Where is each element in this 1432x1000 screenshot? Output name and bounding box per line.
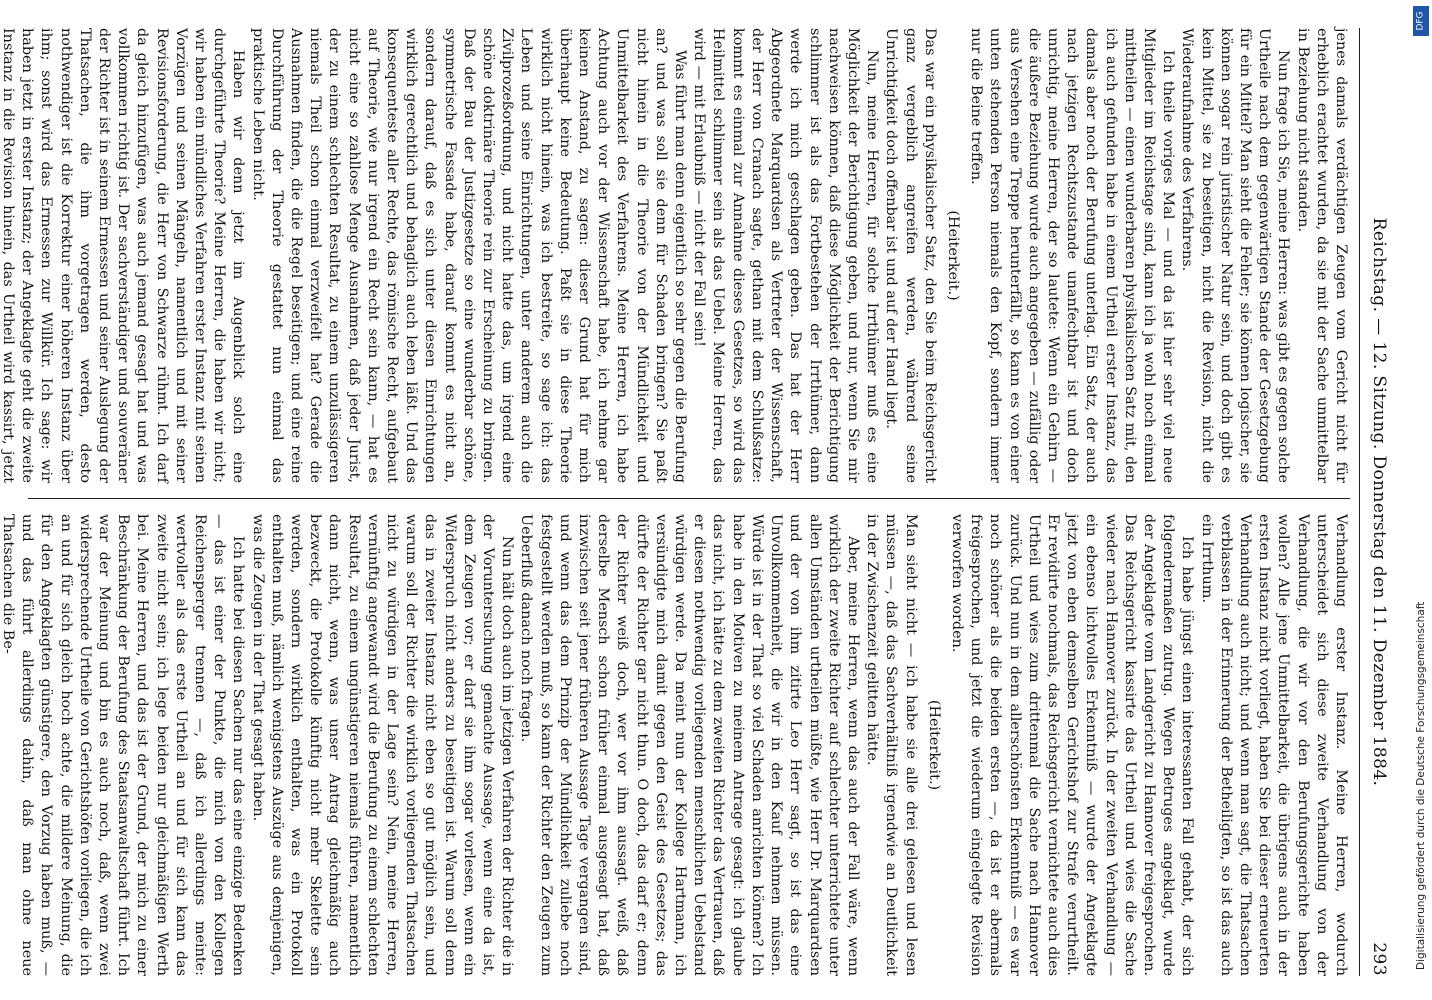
right-column (0, 514, 1350, 976)
paragraph: Verhandlung erster Instanz. Meine Herren, wodurch unterscheidet sich diese zweite Verhandlung von der Verhandlung, die wir vor den Berufungsgerichte haben wollen? Alle jene Unmittelbarkeit, die übrigens auch in der ersten Instanz nicht vorliegt, haben Sie bei dieser erneuerten Verhandlung auch nicht; und wenn man sagt, die Thatsachen verblassen in der Erinnerung der Betheiligten, so ist das auch ein Irrthum. (1198, 514, 1349, 976)
digitization-credit: Digitalisierung gefördert durch die Deutsche Forschungsgemeinschaft (1415, 601, 1427, 970)
page-header (1362, 28, 1396, 976)
dfg-logo (1413, 6, 1429, 36)
interjection: (Heiterkeit.) (925, 699, 942, 791)
paragraph: Nun frage ich Sie, meine Herren: was gibt es gegen solche Urtheile nach dem gegenwärtigen Stande der Gesetzgebung für ein Mittel? Man sieht die Fehler; sie können logischer, sie können sogar rein juristischer Natur sein, und doch gibt es kein Mittel, sie zu beseitigen, nicht die Revision, nicht die Wiederaufnahme des Verfahrens. (1179, 28, 1292, 483)
digitization-credit-strip (1410, 0, 1432, 1000)
paragraph: Ich hatte bei diesen Sachen nur das eine einzige Bedenken — das ist einer der Punkte, die mich von den Kollegen Reichensperger trennen —, daß ich allerdings meinte: wertvoller als das erste Urtheil an und für sich kann das zweite nicht sein; ich lege beiden nur gleichmäßigen Werth bei. Meine Herren, und das ist der Grund, der mich zu einer Beschränkung der Berufung des Staatsanwaltschaft führt. Ich war der Meinung und bin es auch noch, daß, wenn zwei widersprechende Urtheile von Gerichtshöfen vorliegen, die ich an und für sich gleich hoch achte, die mildere Meinung, die für den Angeklagten günstigere, den Vorzug haben muß, — und das führt allerdings dahin, daß man ohne neue Thatsachen die Be- (0, 514, 247, 976)
column-divider (28, 498, 1350, 499)
paragraph: Nun, meine Herren, für solche Irrthümer muß es eine Möglichkeit der Berichtigung geben, und nur, wenn Sie mir nachweisen können, daß diese Möglichkeit der Berichtigung schlimmer ist als das Fortbestehen der Irrthümer, dann werde ich mich geschlagen geben. Das hat der Herr Abgeordnete Marquardsen als Vertreter der Wissenschaft, der Herr von Cranach sagte, gethan mit dem Schlußsatze: kommt es einmal zur Annahme dieses Gesetzes, so wird das Heilmittel schlimmer sein als das Uebel. Meine Herren, das wird — mit Erlaubniß — nicht der Fall sein! (691, 28, 881, 483)
left-column (0, 28, 1350, 483)
paragraph: Das war ein physikalischer Satz, den Sie beim Reichsgericht ganz vergeblich angreifen werden, während seine Unrichtigkeit doch offenbar ist und auf der Hand liegt. (883, 28, 938, 483)
interjection: (Heiterkeit.) (944, 210, 961, 301)
paragraph: Nun hält doch auch im jetzigen Verfahren der Richter die in der Voruntersuchung gemachte Aussage, wenn eine da ist, dem Zeugen vor; er darf sie ihm sogar vorlesen, wenn ein Widerspruch nicht anders zu beseitigen ist. Warum soll denn das in zweiter Instanz nicht eben so gut möglich sein, und warum soll der Richter die wirklich vorliegenden Thatsachen nicht zu würdigen in der Lage sein? Nein, meine Herren, vernünftig angewandt wird die Berufung zu einem schlechten Resultat, zu einem ungünstigeren niemals führen, namentlich dann nicht, wenn, was unser Antrag gleichmäßig auch bezweckt, die Protokolle künftig nicht mehr Skelette sein werden, sondern wirklich enthalten, was ein Protokoll enthalten muß, nämlich wenigstens Auszüge aus demjenigen, was die Zeugen in der That gesagt haben. (249, 514, 516, 976)
paragraph: Was führt man denn eigentlich so sehr gegen die Berufung an? und was soll sie denn für Schaden bringen? Sie paßt nicht hinein in die Theorie von der Mündlichkeit und Unmittelbarkeit des Verfahrens. Meine Herren, ich habe Achtung auch vor der Wissenschaft habe, ich nehme gar keinen Anstand, zu sagen: dieser Grund hat für mich überhaupt keine Bedeutung. Paßt sie in diese Theorie wirklich nicht hinein, was ich bestreite, so sage ich: das Leben und seine Einrichtungen, unter anderem auch die Zivilprozeßordnung, und nicht hatte das, um irgend eine schöne doktrinäre Theorie rein zur Erscheinung zu bringen. Daß der Bau der Justizgesetze so eine wunderbar schöne, symmetrische Fassade habe, darauf kommt es nicht an, sondern darauf, daß es sich unter diesen Einrichtungen wirklich gerechtlich und behaglich auch leben läßt. Und das konsequenteste aller Rechte, das römische Recht, aufgebaut auf Theorie, wie nur irgend ein Recht sein kann, — hat es nicht eine so zahllose Menge Ausnahmen, daß jeder Jurist, der zu einem schlechten Resultat, zu einem unzulässigeren niemals Theil schon einmal verzweifelt hat? Gerade die Ausnahmen finden, die die Regel beseitigen; und eine reine Durchführung der Theorie gestattet nun einmal das praktische Leben nicht. (249, 28, 689, 483)
page-number: 293 (1369, 942, 1389, 976)
paragraph: Aber, meine Herren, wenn das auch der Fall wäre, wenn wirklich der zweite Richter auf schlechter unterrichtete unter allen Umständen urtheilen müßte, wie Herr Dr. Marquardsen und der von ihm zitirte Leo Herr sagt, so ist das eine Unvollkommenheit, die wir in den Kauf nehmen müssen. Würde ist in der That so viel Schaden anrichten können? Ich habe in den Motiven zu meinem Antrage gesagt: ich glaube das nicht, ich hätte zu dem zweiten Richter das Vertrauen, daß er diesen nothwendig vorliegenden menschlichen Uebelstand würdigen werde. Da meint nun der Kollege Hartmann, ich versündigte mich damit gegen den Geist des Gesetzes; das dürfte der Richter gar nicht thun. O doch, das darf er; denn der Richter weiß doch, wer vor ihm aussagt. weiß, daß derselbe Mensch schon früher einmal ausgesagt hat, daß inzwischen seit jener früheren Aussage Tage vergangen sind, und wenn das dem Prinzip der Mündlichkeit zuliebe noch festgestellt werden muß, so kann der Richter den Zeugen zum Ueberfluß danach noch fragen. (518, 514, 861, 976)
header-rule (1359, 28, 1360, 976)
paragraph: Man sieht nicht — ich habe sie alle drei gelesen und lesen müssen —, daß das Sachverhältniß irgendwie an Deutlichkeit in der Zwischenzeit gelitten hätte. (864, 514, 919, 976)
paragraph: Ich habe jüngst einen interessanten Fall gehabt, der sich folgendermaßen zutrug. Wegen Betruges angeklagt, wurde der Angeklagte vom Landgericht zu Hannover freigesprochen. Das Reichsgericht kassirte das Urtheil und wies die Sache wieder nach Hannover zurück. In der zweiten Verhandlung — ein ebenso lichtvolles Erkenntniß — wurde der Angeklagte jetzt von eben demselben Gerichtshof zur Strafe verurtheilt. Er revidirte nochmals, das Reichsgericht vernichtete auch dies Urtheil und wies zum drittenmal die Sache nach Hannover zurück. Und nun in dem allerschönsten Erkenntniß — es war noch schöner als die beiden ersten —, da ist er abermals freigesprochen, und jetzt die wiederum eingelegte Revision verworfen worden. (948, 514, 1196, 976)
paragraph: jenes damals verdächtigen Zeugen vom Gericht nicht für erheblich erachtet wurden, da sie mit der Sache unmittelbar in Beziehung nicht standen. (1294, 28, 1349, 483)
paragraph: Ich theile voriges Mal — und da ist hier sehr viel neue Mitglieder im Reichstage sind, kann ich ja wohl noch einmal mittheilen — einen wunderbaren physikalischen Satz mit, den ich auch gefunden habe in einem Urtheil erster Instanz, das damals aber noch der Berufung unterlag. Ein Satz, der auch nach jetzigen Rechtszustande unanfechtbar ist und doch unrichtig, meine Herren, der so lautete: Wenn ein Gehirn — die äußere Beziehung wurde auch angegeben — zufällig oder aus Versehen eine Treppe herunterfällt, so kann es von einer unten stehenden Person niemals den Kopf, sondern immer nur die Beine treffen. (968, 28, 1177, 483)
dfg-logo-text: DFG (1416, 11, 1426, 31)
page-title: Reichstag. — 12. Sitzung. Donnerstag den 11. Dezember 1884. (1369, 217, 1389, 787)
paragraph: Haben wir denn jetzt im Augenblick solch eine durchgeführte Theorie? Meine Herren, die haben wir nicht; wir haben ein mündliches Verfahren erster Instanz mit seinen Vorzügen und seinen Mängeln, namentlich und mit seiner Revisionsforderung, die Herr von Schwarze rühmt. Ich darf da gleich hinzufügen, was auch jemand gesagt hat und was vollkommen richtig ist. Der sachverständiger und souveräner der Richter ist in seinem Ermessen und seiner Auslegung der Thatsachen, die ihm vorgetragen werden, desto nothwendiger ist die Korrektur einer höheren Instanz über ihm; sonst wird das Ermessen zur Willkür. Ich sage: wir haben jetzt in erster Instanz; der Angeklagte geht die zweite Instanz in die Revision hinein, das Urtheil wird kassirt, jetzt (0, 28, 247, 483)
